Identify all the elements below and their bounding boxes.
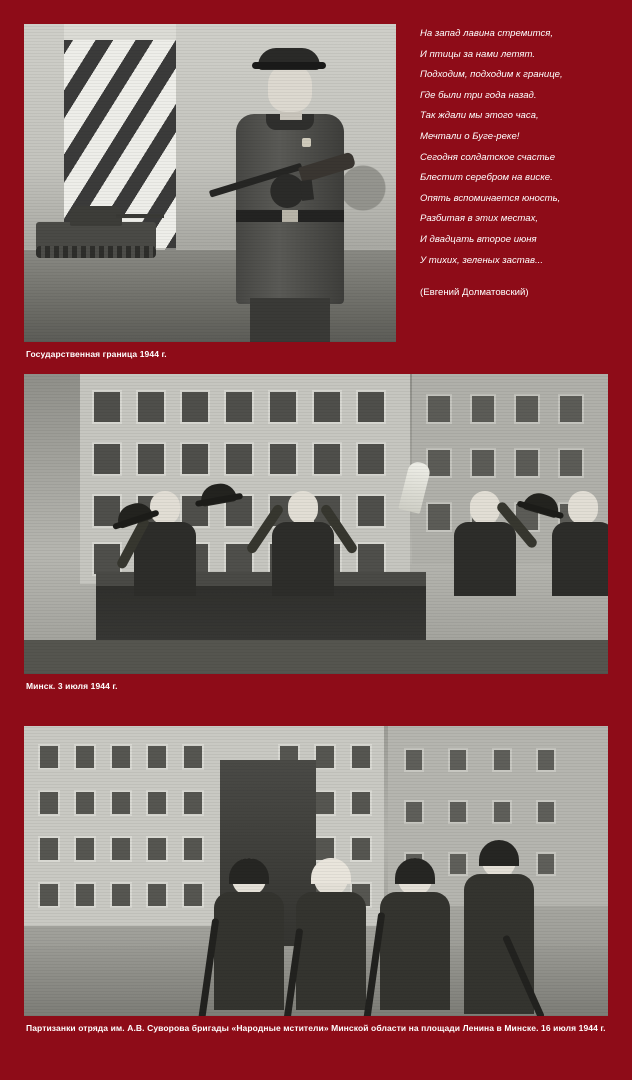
photo-border-guard: [24, 24, 396, 342]
poem-author: (Евгений Долматовский): [420, 287, 529, 299]
poem-line: Разбитая в этих местах,: [420, 213, 539, 225]
caption-minsk-liberation: Минск. 3 июля 1944 г.: [26, 681, 118, 691]
soldier-face: [268, 64, 312, 112]
gun-grip: [300, 180, 314, 201]
soldier-cap: [258, 48, 320, 70]
poem-line: Опять вспоминается юность,: [420, 192, 561, 204]
poem-line: Так ждали мы этого часа,: [420, 110, 539, 122]
poem-line: И птицы за нами летят.: [420, 48, 536, 60]
gun-stock: [298, 151, 356, 183]
poem-block: [420, 24, 620, 304]
poem-line: Мечтали о Буге-реке!: [420, 130, 520, 142]
poem-line: Блестит серебром на виске.: [420, 172, 553, 184]
poem-line: Подходим, подходим к границе,: [420, 69, 563, 81]
caption-partisan-women: Партизанки отряда им. А.В. Суворова бригады «Народные мстители» Минской области на площади Ленина в Минске. 16 июля 1944 г.: [26, 1023, 606, 1033]
poem-line: Сегодня солдатское счастье: [420, 151, 556, 163]
film-grain: [24, 374, 608, 674]
soldier-figure: [210, 42, 370, 342]
photo-partisan-women: [24, 726, 608, 1016]
photo-minsk-liberation: [24, 374, 608, 674]
film-grain: [24, 726, 608, 1016]
tank-turret: [70, 206, 122, 226]
poem-line: На запад лавина стремится,: [420, 28, 554, 39]
tank-barrel: [116, 214, 164, 218]
poem-line: И двадцать второе июня: [420, 233, 537, 245]
post-cap: [64, 24, 176, 40]
caption-border-guard: Государственная граница 1944 г.: [26, 349, 167, 359]
poem-line: У тихих, зеленых застав...: [420, 254, 544, 266]
soldier-legs: [250, 298, 330, 342]
poem-line: Где были три года назад.: [420, 89, 537, 101]
tank-tracks: [36, 246, 156, 258]
tank: [36, 202, 156, 258]
